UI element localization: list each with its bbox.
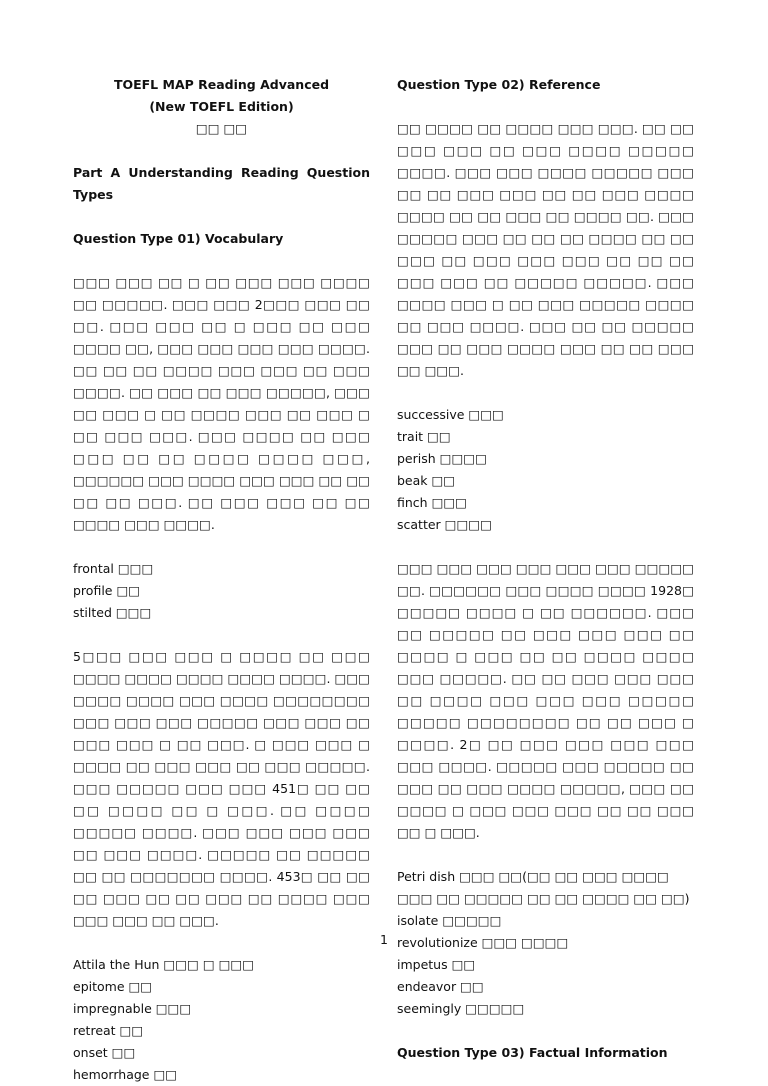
vocab-item: hemorrhage □□ (73, 1067, 178, 1082)
page-number: 1 (380, 932, 388, 947)
document-subtitle-edition: (New TOEFL Edition) (149, 99, 294, 114)
vocabulary-paragraph-2: 5□□□ □□□ □□□ □ □□□□ □□ □□□ □□□□ □□□□ □□□□ □□□□ □□□□. □□□ □□□□ □□□□ □□□ □□□□ □□□□□□□□ □□□ □□□ □□□ □□□□□ □□□ □□□ □□ □□□ □□□ □ □□ □□□. □ □□□ □□□ □ □□□□ □□ □□□ □□□ □□ □□□ □□□□□. □□□ □□□□□ □□□ □□□ 451□ □□ □□ □□ □□□□ □□ □ □□□. □□ □□□□ □□□□□ □□□□. □□□ □□□ □□□ □□□ □□ □□□ □□□□. □□□□□ □□ □□□□□ □□ □□ □□□□□□□ □□□□. 453□ □□ □□ □□ □□□ □□ □□ □□□ □□ □□□□ □□□ □□□ □□□ □□ □□□. (73, 649, 370, 928)
vocab-item: beak □□ (397, 473, 456, 488)
vocab-item: Attila the Hun □□□ □ □□□ (73, 957, 255, 972)
question-type-03-heading: Question Type 03) Factual Information (397, 1045, 668, 1060)
question-type-02-heading: Question Type 02) Reference (397, 77, 601, 92)
vocab-item: finch □□□ (397, 495, 467, 510)
document-author: □□ □□ (195, 121, 248, 136)
vocab-item: frontal □□□ (73, 561, 154, 576)
vocab-item: impregnable □□□ (73, 1001, 192, 1016)
vocab-item: impetus □□ (397, 957, 476, 972)
vocab-item: Petri dish □□□ □□(□□ □□ □□□ □□□□ □□□ □□ □□□□□ □□ □□ □□□□ □□ □□) (397, 869, 690, 906)
vocab-item: successive □□□ (397, 407, 504, 422)
document-title: TOEFL MAP Reading Advanced (113, 77, 330, 92)
vocab-item: scatter □□□□ (397, 517, 492, 532)
right-column (397, 74, 694, 1064)
vocab-item: profile □□ (73, 583, 141, 598)
vocab-item: stilted □□□ (73, 605, 152, 620)
reference-paragraph-2: □□□ □□□ □□□ □□□ □□□ □□□ □□□□□ □□. □□□□□□ □□□ □□□□ □□□□ 1928□ □□□□□ □□□□ □ □□ □□□□□□. □□□ □□ □□□□□ □□ □□□ □□□ □□□ □□ □□□□ □ □□□ □□ □□ □□□□ □□□□ □□□ □□□□□. □□ □□ □□□ □□□ □□□ □□ □□□□ □□□ □□□ □□□ □□□□□ □□□□□ □□□□□□□□ □□ □□ □□□ □ □□□□. 2□ □□ □□□ □□□ □□□ □□□ □□□ □□□□. □□□□□ □□□ □□□□□ □□ □□□ □□ □□□ □□□□ □□□□□, □□□ □□ □□□□ □ □□□ □□□ □□□ □□ □□ □□□ □□ □ □□□. (397, 561, 694, 840)
vocab-item: retreat □□ (73, 1023, 144, 1038)
vocab-item: onset □□ (73, 1045, 136, 1060)
vocab-item: trait □□ (397, 429, 451, 444)
question-type-01-heading: Question Type 01) Vocabulary (73, 231, 284, 246)
vocab-item: epitome □□ (73, 979, 153, 994)
vocab-item: isolate □□□□□ (397, 913, 502, 928)
vocab-item: revolutionize □□□ □□□□ (397, 935, 569, 950)
vocab-item: endeavor □□ (397, 979, 484, 994)
reference-paragraph-1: □□ □□□□ □□ □□□□ □□□ □□□. □□ □□ □□□ □□□ □□ □□□ □□□□ □□□□□ □□□□. □□□ □□□ □□□□ □□□□□ □□□ □□ □□ □□□ □□□ □□ □□ □□□ □□□□ □□□□ □□ □□ □□□ □□ □□□□ □□. □□□ □□□□□ □□□ □□ □□ □□ □□□□ □□ □□ □□□ □□ □□□ □□□ □□□ □□ □□ □□ □□□ □□□ □□ □□□□□ □□□□□. □□□ □□□□ □□□ □ □□ □□□ □□□□□ □□□□ □□ □□□ □□□□. □□□ □□ □□ □□□□□ □□□ □□ □□□ □□□□ □□□ □□ □□ □□□ □□ □□□. (397, 121, 694, 378)
vocab-item: seemingly □□□□□ (397, 1001, 525, 1016)
vocabulary-paragraph-1: □□□ □□□ □□ □ □□ □□□ □□□ □□□□ □□ □□□□□. □□□ □□□ 2□□□ □□□ □□ □□. □□□ □□□ □□ □ □□□ □□ □□□ □□□□ □□, □□□ □□□ □□□ □□□ □□□□. □□ □□ □□ □□□□ □□□ □□□ □□ □□□ □□□□. □□ □□□ □□ □□□ □□□□□, □□□ □□ □□□ □ □□ □□□□ □□□ □□ □□□ □ □□ □□□ □□□. □□□ □□□□ □□ □□□ □□□ □□ □□ □□□□ □□□□ □□□, □□□□□□ □□□ □□□□ □□□ □□□ □□ □□ □□ □□ □□□. □□ □□□ □□□ □□ □□ □□□□ □□□ □□□□. (73, 275, 370, 532)
vocab-item: perish □□□□ (397, 451, 487, 466)
part-a-heading: Part A Understanding Reading Question Types (73, 165, 370, 202)
